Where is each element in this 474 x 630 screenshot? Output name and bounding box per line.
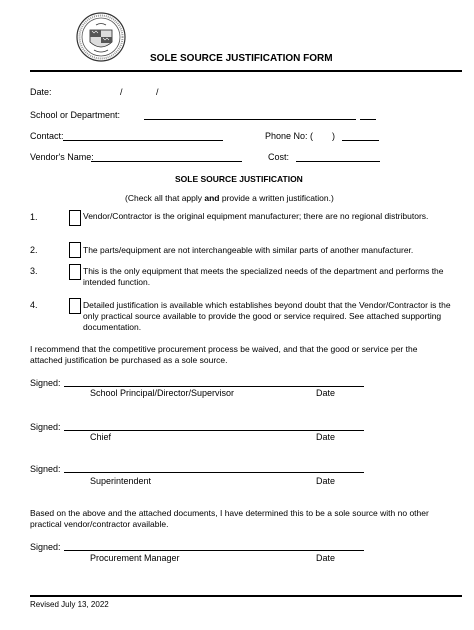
date-caption: Date bbox=[316, 388, 336, 398]
date-caption: Date bbox=[316, 476, 336, 486]
item-number: 4. bbox=[30, 300, 38, 310]
signed-label: Signed: bbox=[30, 422, 61, 432]
signature-line-superintendent[interactable] bbox=[64, 472, 364, 473]
contact-field[interactable] bbox=[63, 140, 223, 141]
phone-label: Phone No: ( bbox=[265, 131, 314, 141]
signer-role: School Principal/Director/Supervisor bbox=[90, 388, 235, 398]
contact-label: Contact: bbox=[30, 131, 64, 141]
item-4-text: Detailed justification is available which establishes beyond doubt that the Vendor/Contractor is the only practical source available to provide the good or service required. See attached supporting documentation. bbox=[83, 300, 451, 332]
signature-line-principal[interactable] bbox=[64, 386, 364, 387]
signer-role: Chief bbox=[90, 432, 112, 442]
county-seal-logo bbox=[76, 12, 126, 62]
signer-role: Superintendent bbox=[90, 476, 152, 486]
school-field[interactable] bbox=[144, 119, 356, 120]
signature-line-procurement[interactable] bbox=[64, 550, 364, 551]
signed-label: Signed: bbox=[30, 464, 61, 474]
section-title: SOLE SOURCE JUSTIFICATION bbox=[175, 174, 303, 184]
vendor-label: Vendor's Name: bbox=[30, 152, 94, 162]
signed-label: Signed: bbox=[30, 542, 61, 552]
cost-label: Cost: bbox=[268, 152, 290, 162]
item-number: 1. bbox=[30, 212, 38, 222]
item-1-text: Vendor/Contractor is the original equipment manufacturer; there are no regional distributors. bbox=[83, 211, 429, 221]
date-label: Date: bbox=[30, 87, 52, 97]
header-rule bbox=[30, 70, 462, 72]
school-label: School or Department: bbox=[30, 110, 121, 120]
item-number: 2. bbox=[30, 245, 38, 255]
date-caption: Date bbox=[316, 432, 336, 442]
signature-line-chief[interactable] bbox=[64, 430, 364, 431]
item-2-checkbox[interactable] bbox=[69, 242, 81, 258]
phone-paren: ) bbox=[332, 131, 335, 141]
item-2-text: The parts/equipment are not interchangeable with similar parts of another manufacturer. bbox=[83, 245, 414, 255]
signer-role: Procurement Manager bbox=[90, 553, 180, 563]
footer-rule bbox=[30, 595, 462, 597]
phone-field[interactable] bbox=[342, 140, 379, 141]
form-title: SOLE SOURCE JUSTIFICATION FORM bbox=[150, 53, 333, 64]
item-1-checkbox[interactable] bbox=[69, 210, 81, 226]
determination-text: Based on the above and the attached documents, I have determined this to be a sole source with no other practical vendor/contractor available. bbox=[30, 508, 429, 529]
item-3-checkbox[interactable] bbox=[69, 264, 81, 280]
revised-date: Revised July 13, 2022 bbox=[30, 600, 109, 609]
cost-field[interactable] bbox=[296, 161, 380, 162]
date-separator: / bbox=[156, 87, 159, 97]
item-3-text: This is the only equipment that meets the specialized needs of the department and performs the intended function. bbox=[83, 266, 444, 287]
vendor-field[interactable] bbox=[91, 161, 242, 162]
signed-label: Signed: bbox=[30, 378, 61, 388]
instruction-text: (Check all that apply and provide a written justification.) bbox=[125, 193, 334, 203]
item-number: 3. bbox=[30, 266, 38, 276]
recommendation-text: I recommend that the competitive procurement process be waived, and that the good or service per the attached justification be purchased as a sole source. bbox=[30, 344, 418, 365]
item-4-checkbox[interactable] bbox=[69, 298, 81, 314]
date-separator: / bbox=[120, 87, 123, 97]
date-caption: Date bbox=[316, 553, 336, 563]
school-field-extension bbox=[360, 119, 376, 120]
